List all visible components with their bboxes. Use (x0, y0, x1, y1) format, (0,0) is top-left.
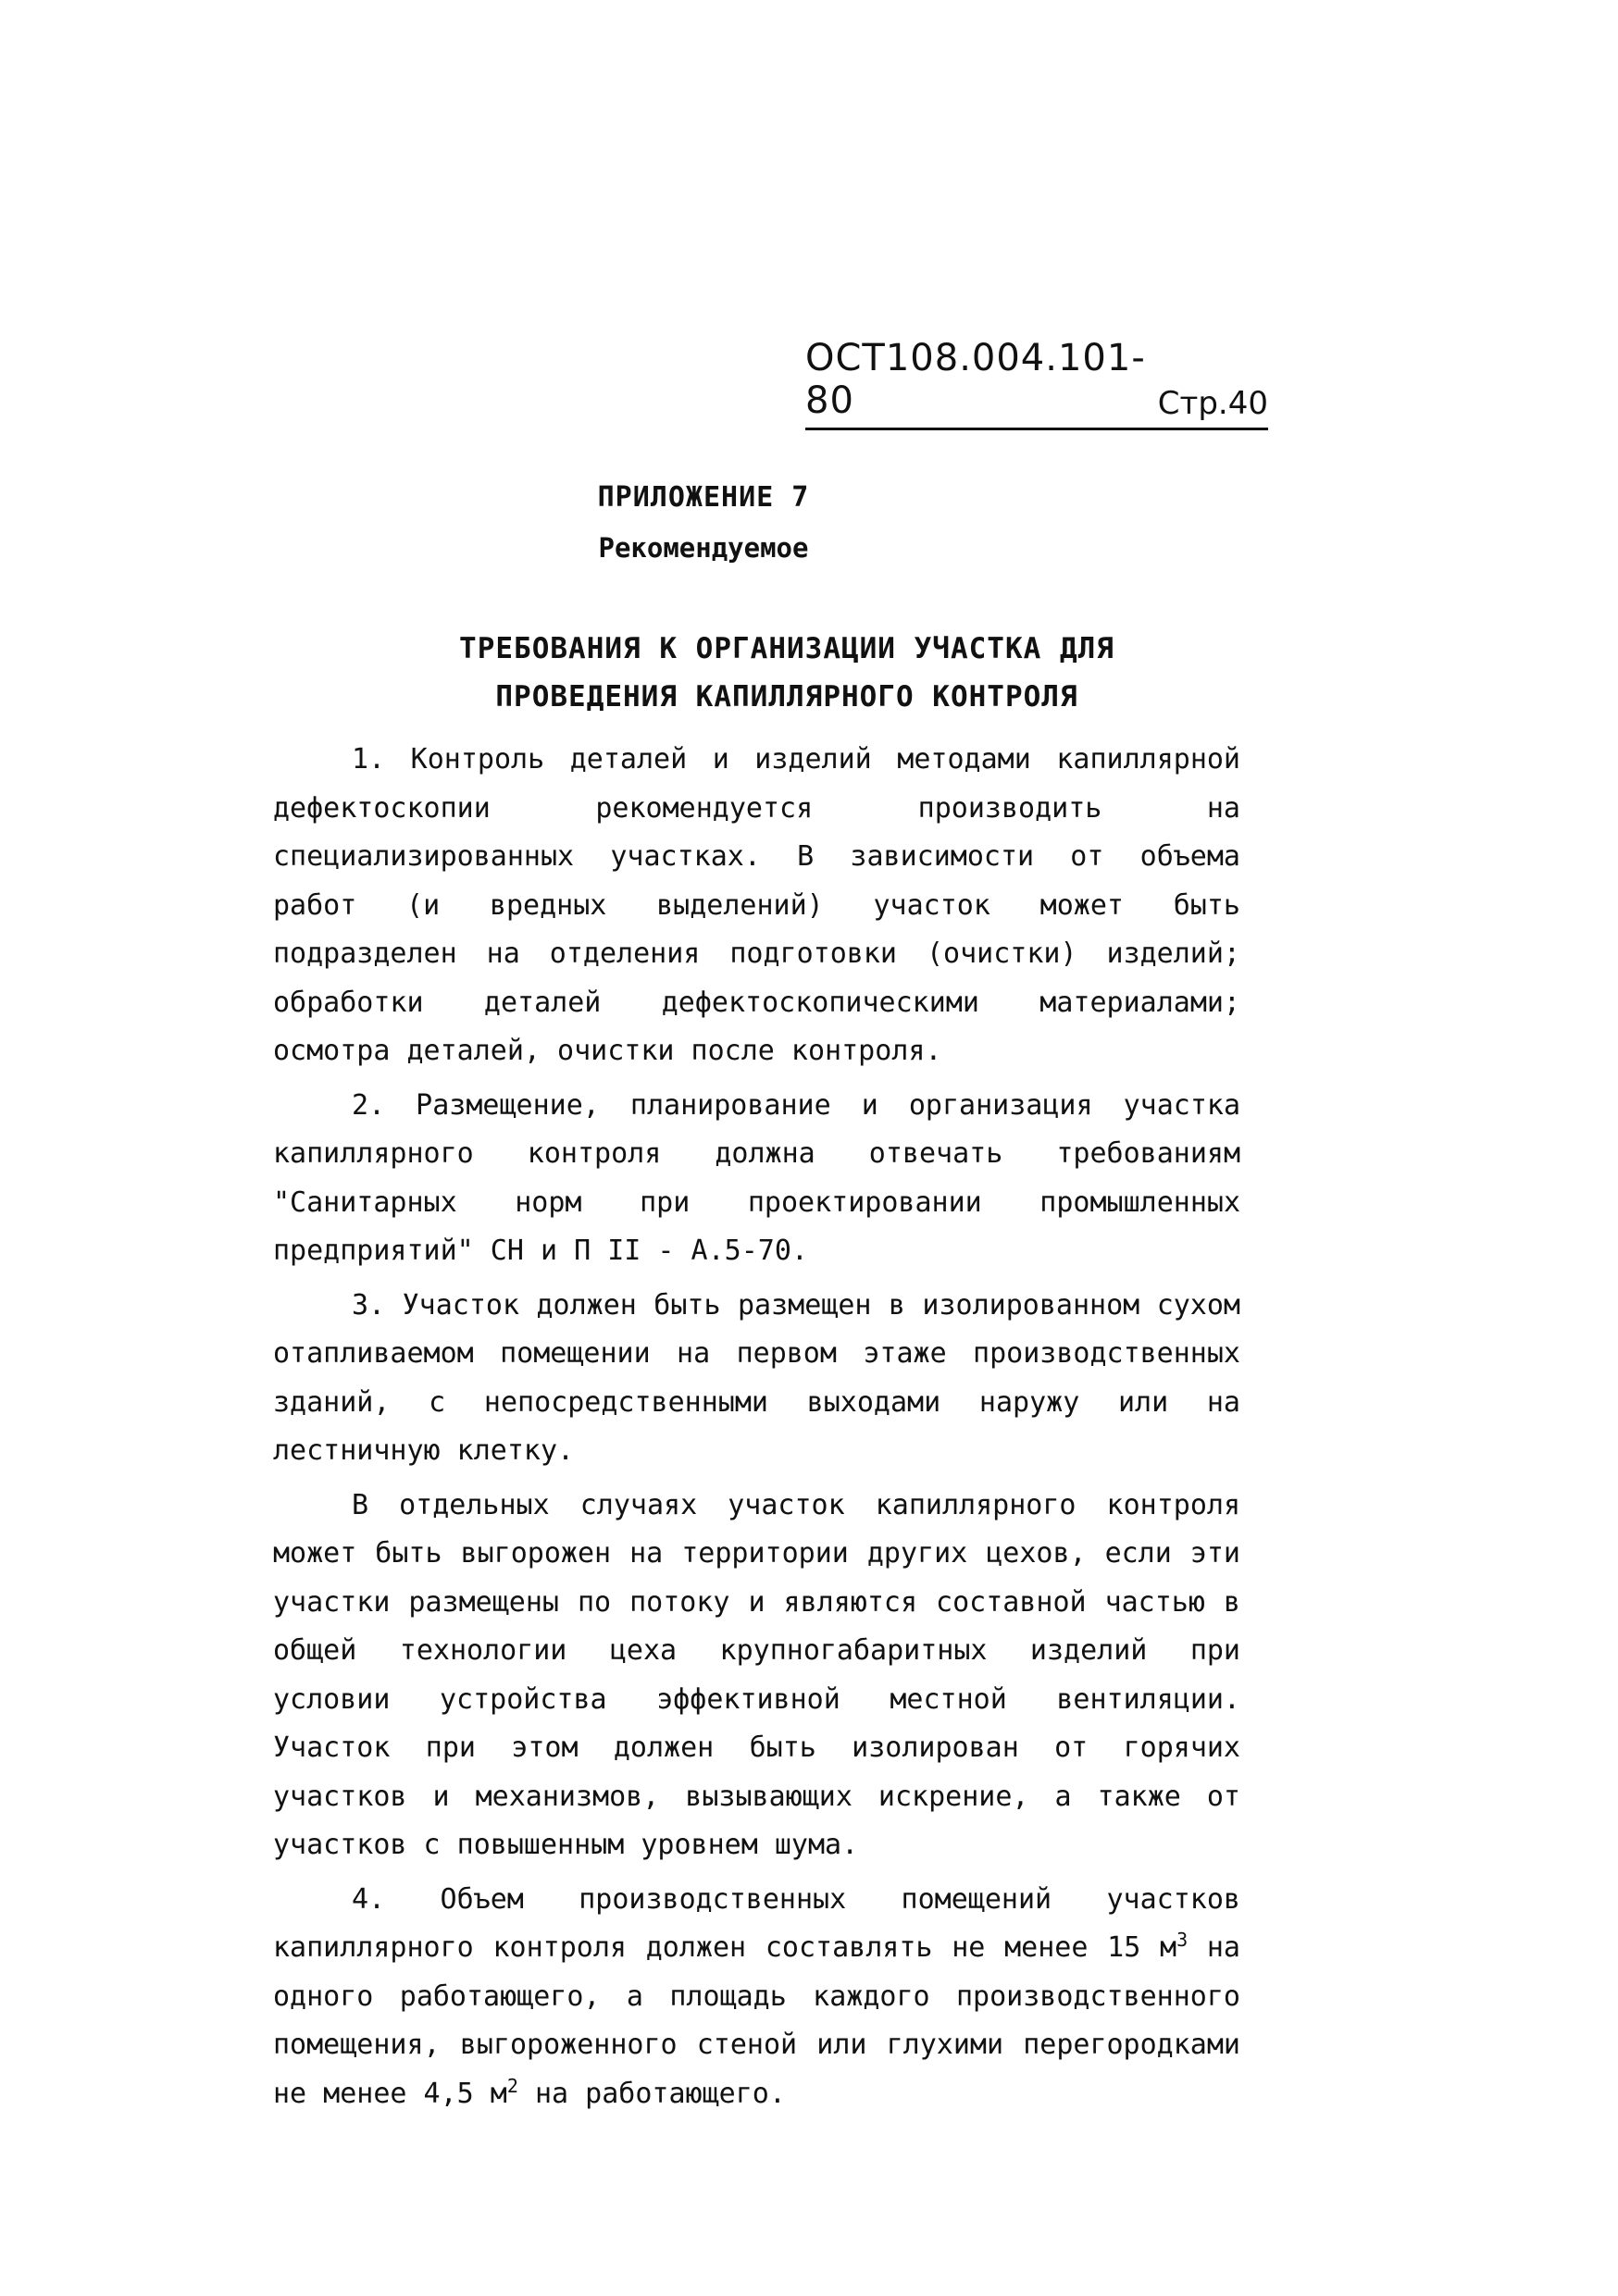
paragraph-5 (273, 1876, 1240, 2119)
body-text (273, 736, 1240, 2118)
cubic-superscript: 3 (1176, 1929, 1189, 1951)
appendix-title: ПРИЛОЖЕНИЕ 7 (597, 481, 810, 514)
paragraph-5-part-b: на одного работающего, а площадь каждого производственного помещения, выгороженного стеной или глухими перегородками не менее 4,5 м (273, 1931, 1240, 2110)
paragraph-5-part-c: на работающего. (517, 2077, 786, 2110)
paragraph-1: 1. Контроль деталей и изделий методами капиллярной дефектоскопии рекомендуется производить на специализированных участках. В зависимости от объема работ (и вредных выделений) участок может быть подразделен на отделения подготовки (очистки) изделий; обработки деталей дефектоскопическими материалами; осмотра деталей, очистки после контроля. (273, 743, 1240, 1067)
appendix-subtitle: Рекомендуемое (598, 532, 809, 564)
paragraph-5-part-a: 4. Объем производственных помещений участков капиллярного контроля должен составлять не менее 15 м (273, 1882, 1240, 1964)
square-superscript: 2 (506, 2074, 518, 2097)
page-header (805, 337, 1268, 430)
paragraph-2: 2. Размещение, планирование и организация участка капиллярного контроля должна отвечать требованиям "Санитарных норм при проектировании промышленных предприятий" СН и П II - А.5-70. (273, 1088, 1240, 1267)
section-title-line-1: ТРЕБОВАНИЯ К ОРГАНИЗАЦИИ УЧАСТКА ДЛЯ (459, 632, 1114, 665)
document-code: ОСТ108.004.101-80 (805, 337, 1146, 422)
paragraph-3: 3. Участок должен быть размещен в изолированном сухом отапливаемом помещении на первом этаже производственных зданий, с непосредственными выходами наружу или на лестничную клетку. (273, 1288, 1240, 1467)
section-title (278, 625, 1296, 721)
paragraph-4: В отдельных случаях участок капиллярного контроля может быть выгорожен на территории других цехов, если эти участки размещены по потоку и являются составной частью в общей технологии цеха крупногабаритных изделий при условии устройства эффективной местной вентиляции. Участок при этом должен быть изолирован от горячих участков и механизмов, вызывающих искрение, а также от участков с повышенным уровнем шума. (273, 1488, 1240, 1861)
page-number: Стр.40 (1157, 385, 1268, 422)
section-title-line-2: ПРОВЕДЕНИЯ КАПИЛЛЯРНОГО КОНТРОЛЯ (495, 680, 1078, 714)
